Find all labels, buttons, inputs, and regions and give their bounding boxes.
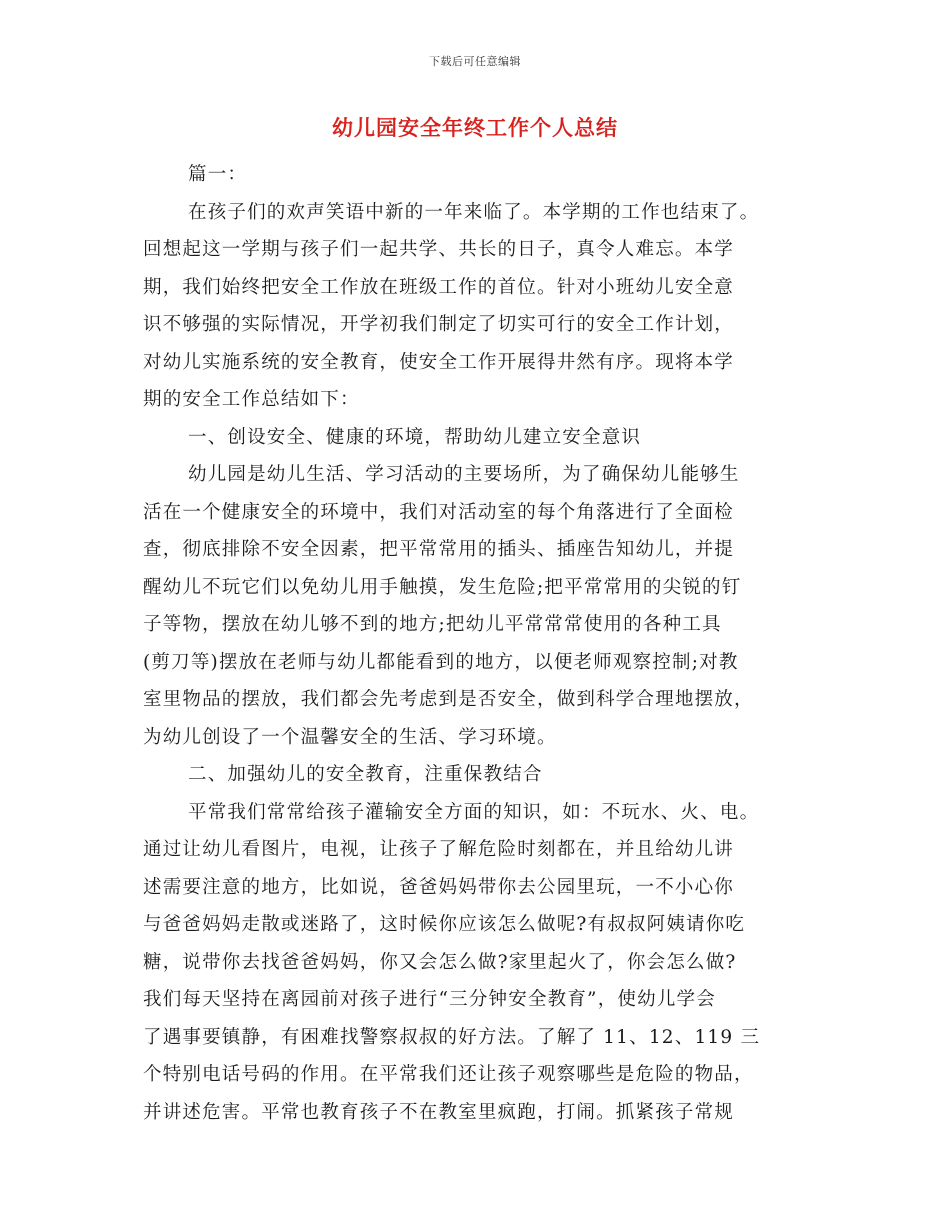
body-line: 并讲述危害。平常也教育孩子不在教室里疯跑，打闹。抓紧孩子常规 (143, 1101, 735, 1123)
document-body (143, 156, 808, 1131)
body-line: (剪刀等)摆放在老师与幼儿都能看到的地方，以便老师观察控制;对教 (143, 651, 739, 673)
body-line: 与爸爸妈妈走散或迷路了，这时候你应该怎么做呢?有叔叔阿姨请你吃 (143, 914, 746, 935)
header-note: 下载后可任意编辑 (429, 55, 521, 68)
body-line: 糖，说带你去找爸爸妈妈，你又会怎么做?家里起火了，你会怎么做? (143, 951, 737, 973)
body-line: 通过让幼儿看图片，电视，让孩子了解危险时刻都在，并且给幼儿讲 (143, 839, 735, 860)
body-line: 识不够强的实际情况，开学初我们制定了切实可行的安全工作计划， (143, 314, 735, 335)
body-line: 在孩子们的欢声笑语中新的一年来临了。本学期的工作也结束了。 (188, 201, 760, 223)
body-line: 查，彻底排除不安全因素，把平常常用的插头、插座告知幼儿，并提 (143, 539, 735, 560)
body-line: 述需要注意的地方，比如说，爸爸妈妈带你去公园里玩，一不小心你 (143, 876, 735, 898)
body-line: 我们每天坚持在离园前对孩子进行“三分钟安全教育”，使幼儿学会 (143, 989, 716, 1010)
body-line: 回想起这一学期与孩子们一起共学、共长的日子，真令人难忘。本学 (143, 239, 735, 260)
body-line: 幼儿园是幼儿生活、学习活动的主要场所，为了确保幼儿能够生 (188, 464, 740, 485)
body-line: 二、加强幼儿的安全教育，注重保教结合 (188, 764, 543, 785)
document-title: 幼儿园安全年终工作个人总结 (332, 115, 618, 140)
body-line: 了遇事要镇静，有困难找警察叔叔的好方法。了解了 11、12、119 三 (143, 1026, 761, 1048)
body-line: 一、创设安全、健康的环境，帮助幼儿建立安全意识 (188, 426, 642, 448)
body-line: 为幼儿创设了一个温馨安全的生活、学习环境。 (143, 726, 557, 748)
body-line: 对幼儿实施系统的安全教育，使安全工作开展得井然有序。现将本学 (143, 351, 735, 373)
body-line: 期的安全工作总结如下： (143, 389, 360, 410)
body-line: 室里物品的摆放，我们都会先考虑到是否安全，做到科学合理地摆放， (143, 689, 754, 710)
body-line: 篇一： (188, 164, 248, 185)
body-line: 活在一个健康安全的环境中，我们对活动室的每个角落进行了全面检 (143, 501, 735, 523)
body-line: 醒幼儿不玩它们以免幼儿用手触摸，发生危险;把平常常用的尖锐的钉 (143, 576, 742, 598)
body-line: 个特别电话号码的作用。在平常我们还让孩子观察哪些是危险的物品， (143, 1064, 754, 1085)
body-line: 子等物，摆放在幼儿够不到的地方;把幼儿平常常常使用的各种工具 (143, 614, 722, 635)
body-line: 平常我们常常给孩子灌输安全方面的知识，如：不玩水、火、电。 (188, 801, 760, 823)
body-line: 期，我们始终把安全工作放在班级工作的首位。针对小班幼儿安全意 (143, 276, 735, 298)
